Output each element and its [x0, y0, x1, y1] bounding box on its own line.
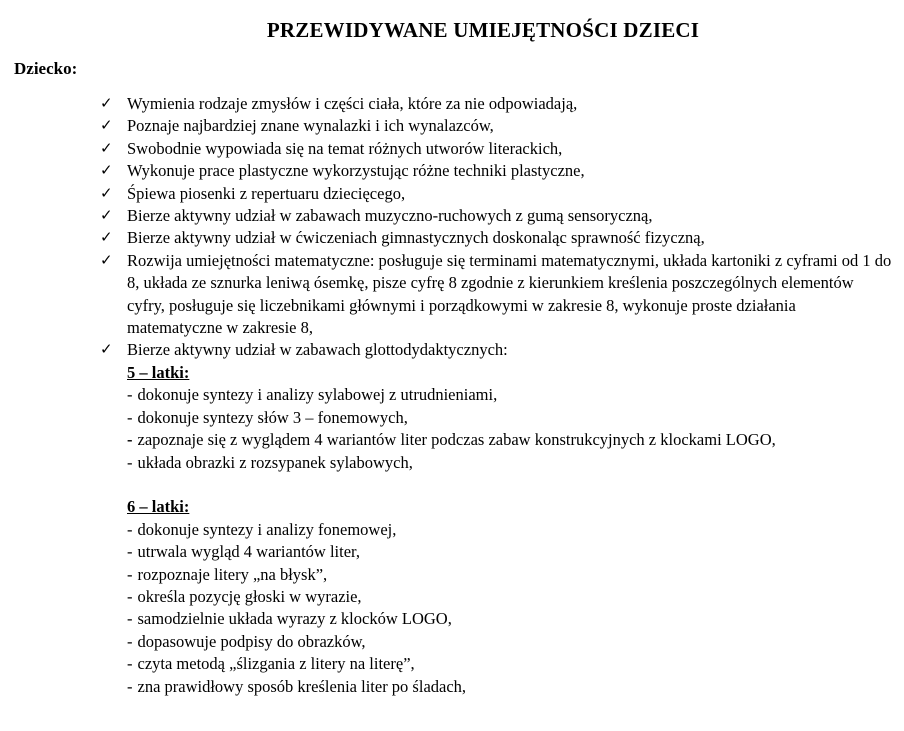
checklist-item — [100, 339, 894, 361]
checklist-item — [100, 250, 894, 340]
checklist-item-text: Swobodnie wypowiada się na temat różnych utworów literackich, — [127, 138, 563, 158]
sub-item — [127, 429, 892, 451]
checkmark-icon: ✓ — [100, 118, 113, 135]
sub-item — [127, 631, 892, 653]
sub-item-text: dokonuje syntezy słów 3 – fonemowych, — [137, 407, 408, 427]
sub-item-text: zna prawidłowy sposób kreślenia liter po śladach, — [137, 676, 467, 696]
sub-item-text: układa obrazki z rozsypanek sylabowych, — [137, 452, 413, 472]
sub-item — [127, 676, 892, 698]
checklist-item-text: Rozwija umiejętności matematyczne: posługuje się terminami matematycznymi, układa kartoniki z cyframi od 1 do 8, układa ze sznurka leniwą ósemkę, pisze cyfrę 8 zgodnie z kierunkiem kreślenia poszczególnych elementów cyfry, posługuje się liczebnikami głównymi i porządkowymi w zakresie 8, wykonuje proste działania matematyczne w zakresie 8, — [127, 250, 892, 338]
sub-item — [127, 384, 892, 406]
checklist-item-text: Wymienia rodzaje zmysłów i części ciała, które za nie odpowiadają, — [127, 94, 578, 113]
age-group-heading: 6 – latki: — [127, 497, 190, 517]
sub-item-text: zapoznaje się z wyglądem 4 wariantów liter podczas zabaw konstrukcyjnych z klockami LOGO, — [137, 430, 776, 450]
checkmark-icon: ✓ — [100, 252, 113, 269]
checkmark-icon: ✓ — [100, 208, 113, 225]
dash-prefix: - — [127, 407, 133, 427]
checklist-item — [100, 115, 894, 137]
sub-item-text: określa pozycję głoski w wyrazie, — [137, 586, 362, 606]
sub-item — [127, 519, 892, 541]
dash-prefix: - — [127, 654, 133, 674]
dash-prefix: - — [127, 609, 133, 629]
sub-item — [127, 653, 892, 675]
dash-prefix: - — [127, 430, 133, 450]
sub-item — [127, 541, 892, 563]
checklist-item-text: Bierze aktywny udział w ćwiczeniach gimnastycznych doskonaląc sprawność fizyczną, — [127, 228, 705, 248]
checkmark-icon: ✓ — [100, 185, 113, 202]
age-groups — [127, 362, 894, 698]
intro-label: Dziecko: — [14, 59, 78, 78]
sub-item-text: utrwala wygląd 4 wariantów liter, — [137, 542, 360, 562]
dash-prefix: - — [127, 519, 133, 539]
dash-prefix: - — [127, 452, 133, 472]
age-groups-block — [100, 362, 894, 698]
sub-item — [127, 608, 892, 630]
checklist-item — [100, 183, 894, 205]
checkmark-icon: ✓ — [100, 96, 113, 112]
dash-prefix: - — [127, 631, 133, 651]
checklist-item — [100, 160, 894, 182]
sub-item — [127, 564, 892, 586]
checkmark-icon: ✓ — [100, 140, 113, 157]
checkmark-icon: ✓ — [100, 163, 113, 180]
dash-prefix: - — [127, 564, 133, 584]
checklist-item-text: Śpiewa piosenki z repertuaru dziecięcego, — [127, 183, 406, 203]
sub-item-text: dokonuje syntezy i analizy sylabowej z utrudnieniami, — [137, 385, 498, 405]
age-group-6 — [127, 496, 892, 698]
sub-item-text: rozpoznaje litery „na błysk”, — [137, 564, 328, 584]
checklist-item — [100, 205, 894, 227]
dash-prefix: - — [127, 542, 133, 562]
skills-checklist — [100, 93, 894, 698]
sub-item — [127, 586, 892, 608]
checklist-item-text: Bierze aktywny udział w zabawach glottodydaktycznych: — [127, 340, 508, 360]
page-title: PRZEWIDYWANE UMIEJĘTNOŚCI DZIECI — [266, 18, 700, 42]
checklist-item-text: Bierze aktywny udział w zabawach muzyczno-ruchowych z gumą sensoryczną, — [127, 206, 653, 226]
checkmark-icon: ✓ — [100, 342, 113, 359]
sub-item-text: dopasowuje podpisy do obrazków, — [137, 631, 366, 651]
sub-item — [127, 452, 892, 474]
checklist-item-text: Poznaje najbardziej znane wynalazki i ich wynalazców, — [127, 116, 494, 136]
sub-item-text: dokonuje syntezy i analizy fonemowej, — [137, 519, 397, 539]
dash-prefix: - — [127, 586, 133, 606]
checklist-item-text: Wykonuje prace plastyczne wykorzystując różne techniki plastyczne, — [127, 161, 585, 181]
dash-prefix: - — [127, 385, 133, 405]
checklist-item — [100, 93, 894, 115]
checklist-item — [100, 227, 894, 249]
dash-prefix: - — [127, 676, 133, 696]
sub-item-text: samodzielnie układa wyrazy z klocków LOGO, — [137, 609, 452, 629]
checklist-item — [100, 138, 894, 160]
age-group-5 — [127, 362, 892, 474]
sub-item-text: czyta metodą „ślizgania z litery na literę”, — [137, 654, 415, 674]
sub-item — [127, 407, 892, 429]
age-group-heading: 5 – latki: — [127, 362, 190, 382]
checkmark-icon: ✓ — [100, 230, 113, 247]
